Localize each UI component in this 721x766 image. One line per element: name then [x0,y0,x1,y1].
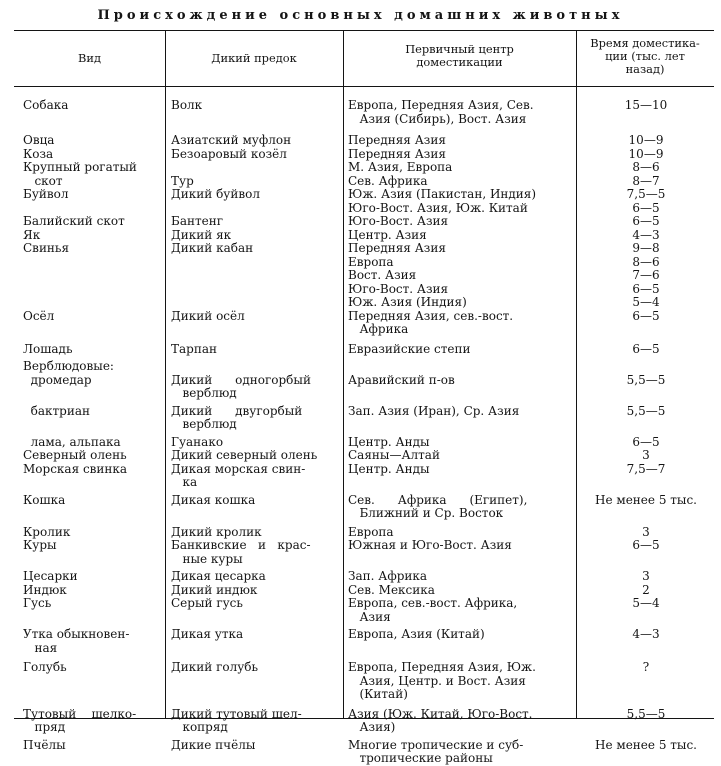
center-cell: Евразийские степи [348,341,471,356]
ancestor-cell: Дикий буйвол [171,187,260,201]
time-cell: ? [642,660,650,674]
species-cell: Овца [23,133,55,147]
center-cell: Европа, Азия (Китай) [348,627,485,641]
table-row [14,570,714,584]
ancestor-cell: Дикий кабан [171,241,254,255]
ancestor-cell: Дикий голубь [171,660,259,674]
species-cell: Осёл [23,308,55,323]
table-row [14,99,714,134]
table-row [14,310,714,343]
center-cell: Саяны—Алтай [348,448,440,462]
center-cell: Аравийский п-ов [348,372,455,387]
center-cell: Передняя Азия [348,133,446,147]
table-row [14,597,714,628]
species-cell: Северный олень [23,448,127,462]
species-cell: Верблюдовые: [23,359,114,373]
time-cell: 3 [642,448,650,462]
time-cell: 6—5 [632,200,660,215]
table-top-rule [14,30,714,31]
time-cell: 3 [642,569,650,583]
center-cell: Зап. Азия (Иран), Ср. Азия [348,403,520,418]
time-cell: 8—6 [632,254,660,269]
ancestor-cell: Серый гусь [171,596,243,610]
species-cell: Кролик [23,524,71,539]
species-cell: Крупный рогатый [23,160,137,174]
center-cell: Азия (Юж. Китай, Юго-Вост. Азия) [348,706,533,734]
center-cell: Зап. Африка [348,569,428,583]
table-row [14,494,714,526]
species-cell: бактриан [23,403,90,418]
table-row [14,343,714,361]
ancestor-cell: Дикий одногорбый верблюд [171,372,311,400]
table-row [14,436,714,450]
header-bottom-rule [14,86,714,87]
species-cell: Лошадь [23,341,73,356]
table-row [14,463,714,494]
center-cell: Центр. Анды [348,461,430,476]
time-cell: Не менее 5 тыс. [594,492,697,507]
center-cell: Сев. Африка [348,173,428,188]
table-row [14,161,714,175]
ancestor-cell: Дикие пчёлы [171,737,256,752]
table-row [14,360,714,374]
time-cell: 4—3 [632,227,660,242]
time-cell: 7,5—5 [626,187,666,201]
table-row [14,242,714,256]
table-row [14,526,714,540]
species-cell: скот [23,173,63,188]
table-row [14,175,714,189]
center-cell: Передняя Азия, сев.-вост. Африка [348,308,514,336]
time-cell: Не менее 5 тыс. [594,737,697,752]
header-time: Время доместика- ции (тыс. лет назад) [590,36,700,76]
species-cell: Куры [23,538,57,552]
center-cell: Передняя Азия [348,146,446,161]
table-row [14,374,714,405]
table-row [14,661,714,708]
species-cell: Як [23,227,41,242]
center-cell: Сев. Мексика [348,582,435,597]
table-row [14,229,714,243]
time-cell: 5—4 [632,295,660,309]
header-species: Вид [78,51,101,65]
center-cell: Южная и Юго-Вост. Азия [348,538,512,552]
ancestor-cell: Безоаровый козёл [171,146,287,161]
ancestor-cell: Азиатский муфлон [171,133,292,147]
ancestor-cell: Дикий двугорбый верблюд [171,403,303,431]
species-cell: Тутовый шелко- пряд [23,706,137,734]
ancestor-cell: Дикий северный олень [171,448,318,462]
center-cell: Европа, Передняя Азия, Юж. Азия, Центр. и Вост. Азия (Китай) [348,660,536,701]
species-cell: Голубь [23,660,67,674]
time-cell: 8—6 [632,160,660,174]
species-cell: Пчёлы [23,737,66,752]
center-cell: Европа, Передняя Азия, Сев. Азия (Сибирь), Вост. Азия [348,98,534,126]
center-cell: Центр. Анды [348,434,430,449]
ancestor-cell: Дикая цесарка [171,569,266,583]
table-row [14,405,714,436]
table-row [14,708,714,739]
ancestor-cell: Волк [171,98,203,112]
center-cell: Многие тропические и суб- тропические районы [348,737,524,765]
ancestor-cell: Бантенг [171,214,223,228]
table-row [14,256,714,270]
time-cell: 6—5 [632,434,660,449]
center-cell: Юго-Вост. Азия [348,281,449,296]
center-cell: Юж. Азия (Пакистан, Индия) [348,187,537,201]
table-row [14,188,714,202]
table-row [14,134,714,148]
species-cell: Коза [23,146,54,161]
time-cell: 6—5 [632,214,660,228]
time-cell: 6—5 [632,341,660,356]
time-cell: 5,5—5 [626,706,666,721]
time-cell: 9—8 [632,241,660,255]
species-cell: Собака [23,98,69,112]
time-cell: 7—6 [632,268,660,282]
time-cell: 5—4 [632,596,660,610]
species-cell: лама, альпака [23,434,121,449]
ancestor-cell: Дикая морская свин- ка [171,461,306,489]
table-row [14,584,714,598]
ancestor-cell: Дикая кошка [171,492,256,507]
ancestor-cell: Тур [171,173,194,188]
species-cell: Гусь [23,596,52,610]
time-cell: 6—5 [632,281,660,296]
time-cell: 6—5 [632,308,660,323]
time-cell: 10—9 [628,146,664,161]
time-cell: 7,5—7 [626,461,666,476]
time-cell: 5,5—5 [626,403,666,418]
center-cell: Европа [348,524,394,539]
center-cell: Сев. Африка (Египет), Ближний и Ср. Восток [348,492,528,520]
ancestor-cell: Дикий тутовый шел- копряд [171,706,302,734]
center-cell: Европа [348,254,394,269]
table-row [14,539,714,570]
ancestor-cell: Дикая утка [171,627,244,641]
ancestor-cell: Банкивские и крас- ные куры [171,538,311,566]
ancestor-cell: Дикий осёл [171,308,245,323]
table-row [14,215,714,229]
species-cell: Утка обыкновен- ная [23,627,130,655]
time-cell: 6—5 [632,538,660,552]
species-cell: Буйвол [23,187,69,201]
table-row [14,739,714,766]
table-row [14,283,714,297]
time-cell: 2 [642,582,650,597]
center-cell: Юго-Вост. Азия, Юж. Китай [348,200,528,215]
time-cell: 15—10 [624,98,668,112]
species-cell: Цесарки [23,569,78,583]
table-row [14,296,714,310]
header-wild-ancestor: Дикий предок [211,51,297,65]
center-cell: Юго-Вост. Азия [348,214,449,228]
species-cell: Кошка [23,492,66,507]
ancestor-cell: Дикий индюк [171,582,258,597]
species-cell: Свинья [23,241,70,255]
table-row [14,269,714,283]
time-cell: 3 [642,524,650,539]
species-cell: Балийский скот [23,214,125,228]
ancestor-cell: Гуанако [171,434,224,449]
table-row [14,449,714,463]
center-cell: Европа, сев.-вост. Африка, Азия [348,596,518,624]
species-cell: Индюк [23,582,67,597]
ancestor-cell: Тарпан [171,341,217,356]
header-center: Первичный центр доместикации [405,42,514,69]
ancestor-cell: Дикий кролик [171,524,262,539]
origin-table [14,30,714,765]
species-cell: Морская свинка [23,461,128,476]
center-cell: Центр. Азия [348,227,427,242]
table-row [14,628,714,661]
time-cell: 4—3 [632,627,660,641]
table-title: Происхождение основных домашних животных [97,8,624,23]
table-row [14,202,714,216]
center-cell: Юж. Азия (Индия) [348,295,467,309]
time-cell: 10—9 [628,133,664,147]
center-cell: Передняя Азия [348,241,446,255]
table-row [14,148,714,162]
table-body [14,99,714,766]
species-cell: дромедар [23,372,92,387]
center-cell: Вост. Азия [348,268,417,282]
time-cell: 5,5—5 [626,372,666,387]
center-cell: М. Азия, Европа [348,160,453,174]
time-cell: 8—7 [632,173,660,188]
ancestor-cell: Дикий як [171,227,232,242]
